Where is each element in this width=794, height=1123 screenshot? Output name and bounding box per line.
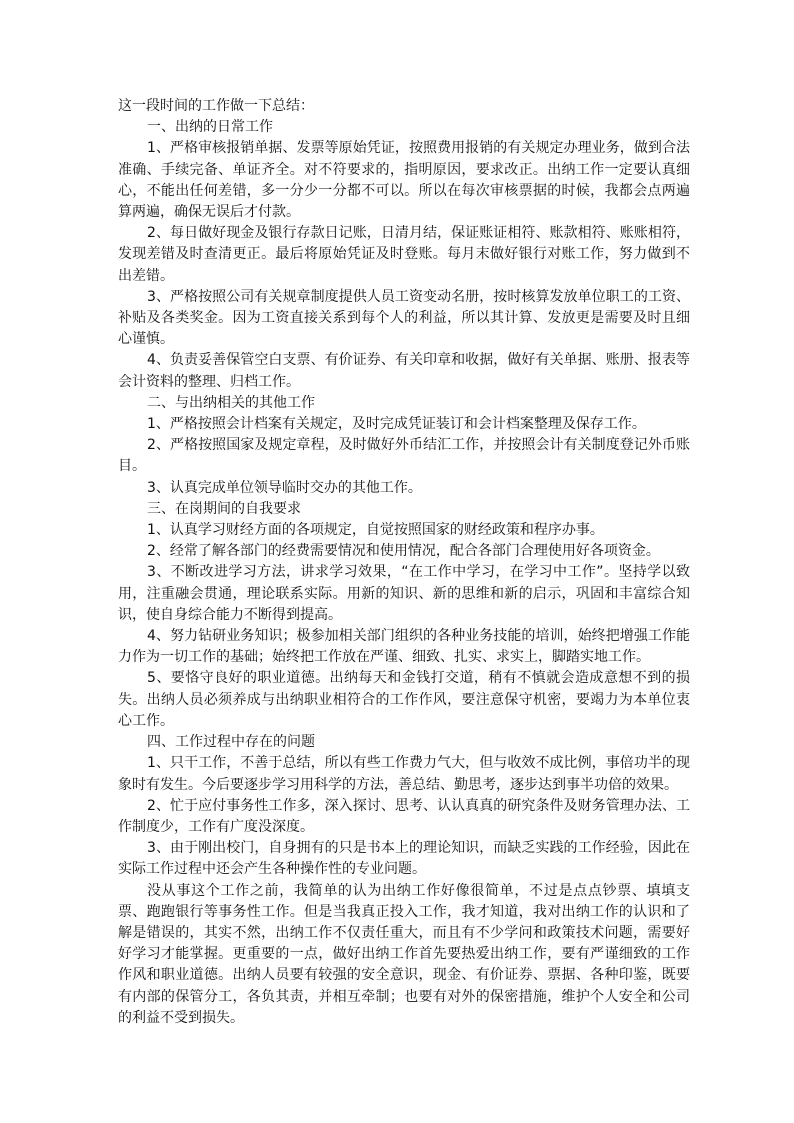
section-heading-self-requirements: 三、在岗期间的自我要求 [147, 500, 301, 517]
paragraph: 1、严格按照会计档案有关规定，及时完成凭证装订和会计档案整理及保存工作。 [147, 416, 646, 433]
paragraph: 3、认真完成单位领导临时交办的其他工作。 [147, 479, 422, 496]
paragraph-conclusion: 没从事这个工作之前，我简单的认为出纳工作好像很简单，不过是点点钞票、填填支票、跑跑银行等事务性工作。但是当我真正投入工作，我才知道，我对出纳工作的认识和了解是错误的，其实不然，出纳工作不仅责任重大，而且有不少学问和政策技术问题，需要好好学习才能掌握。更重要的一点，做好出纳工作首先要热爱出纳工作，要有严谨细致的工作作风和职业道德。出纳人员要有较强的安全意识，现金、有价证券、票据、各种印鉴，既要有内部的保管分工，各负其责，并相互牵制；也要有对外的保密措施，维护个人安全和公司的利益不受到损失。 [118, 882, 690, 1026]
paragraph: 3、严格按照公司有关规章制度提供人员工资变动名册，按时核算发放单位职工的工资、补贴及各类奖金。因为工资直接关系到每个人的利益，所以其计算、发放更是需要及时且细心谨慎。 [118, 288, 690, 348]
paragraph: 5、要恪守良好的职业道德。出纳每天和金钱打交道，稍有不慎就会造成意想不到的损失。出纳人员必须养成与出纳职业相符合的工作作风，要注意保守机密，要竭力为本单位衷心工作。 [118, 670, 690, 729]
paragraph: 2、忙于应付事务性工作多，深入探讨、思考、认认真真的研究条件及财务管理办法、工作制度少，工作有广度没深度。 [118, 797, 690, 835]
paragraph: 2、每日做好现金及银行存款日记账，日清月结，保证账证相符、账款相符、账账相符，发现差错及时查清更正。最后将原始凭证及时登账。每月末做好银行对账工作，努力做到不出差错。 [118, 225, 690, 284]
paragraph: 1、严格审核报销单据、发票等原始凭证，按照费用报销的有关规定办理业务，做到合法准确、手续完备、单证齐全。对不符要求的，指明原因，要求改正。出纳工作一定要认真细心，不能出任何差错，多一分少一分都不可以。所以在每次审核票据的时候，我都会点两遍算两遍，确保无误后才付款。 [118, 140, 690, 221]
paragraph-intro: 这一段时间的工作做一下总结： [118, 98, 314, 114]
document-page [118, 96, 690, 1029]
paragraph: 4、努力钻研业务知识；极参加相关部门组织的各种业务技能的培训，始终把增强工作能力作为一切工作的基础；始终把工作放在严谨、细致、扎实、求实上，脚踏实地工作。 [118, 628, 690, 666]
section-heading-daily-work: 一、出纳的日常工作 [147, 119, 273, 136]
paragraph: 3、由于刚出校门，自身拥有的只是书本上的理论知识，而缺乏实践的工作经验，因此在实际工作过程中还会产生各种操作性的专业问题。 [118, 840, 690, 878]
section-heading-related-work: 二、与出纳相关的其他工作 [147, 394, 315, 411]
section-heading-problems: 四、工作过程中存在的问题 [147, 734, 315, 751]
paragraph: 1、只干工作，不善于总结，所以有些工作费力气大，但与收效不成比例，事倍功半的现象时有发生。今后要逐步学习用科学的方法，善总结、勤思考，逐步达到事半功倍的效果。 [118, 755, 690, 793]
paragraph: 2、经常了解各部门的经费需要情况和使用情况，配合各部门合理使用好各项资金。 [147, 543, 660, 560]
paragraph: 2、严格按照国家及规定章程，及时做好外币结汇工作，并按照会计有关制度登记外币账目。 [118, 437, 690, 475]
paragraph: 4、负责妥善保管空白支票、有价证券、有关印章和收据，做好有关单据、账册、报表等会计资料的整理、归档工作。 [118, 352, 690, 390]
paragraph: 1、认真学习财经方面的各项规定，自觉按照国家的财经政策和程序办事。 [147, 522, 604, 539]
paragraph: 3、不断改进学习方法，讲求学习效果，“在工作中学习，在学习中工作”。坚持学以致用，注重融会贯通，理论联系实际。用新的知识、新的思维和新的启示，巩固和丰富综合知识，使自身综合能力不断得到提高。 [118, 564, 690, 623]
